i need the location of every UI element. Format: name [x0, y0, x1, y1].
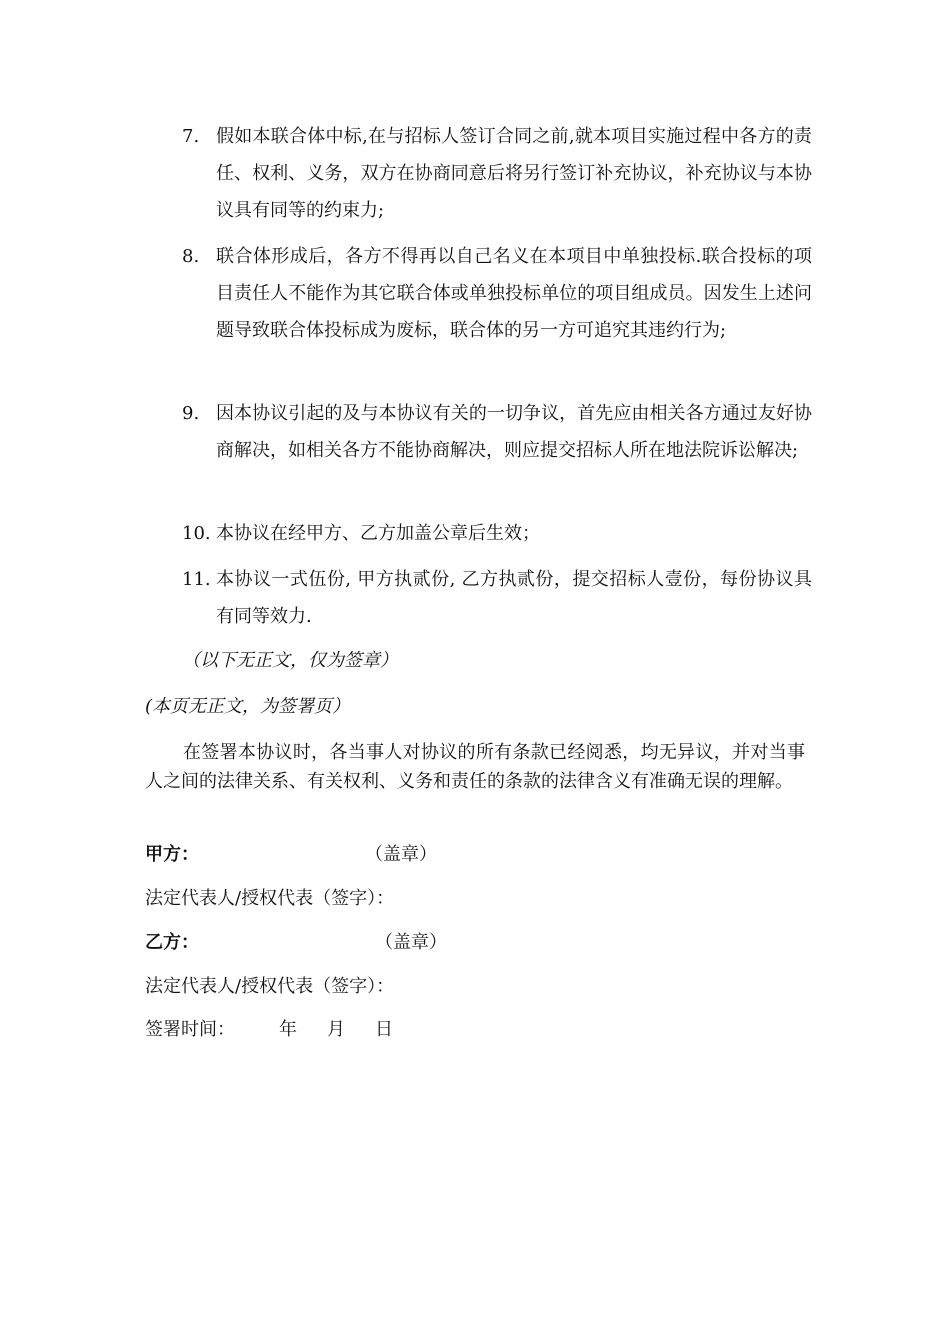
note-no-text: （以下无正文，仅为签章）	[182, 650, 398, 671]
clause-11	[182, 561, 812, 635]
clause-7	[182, 118, 812, 229]
clause-number: 7.	[182, 126, 200, 147]
clause-number: 11.	[182, 569, 211, 590]
sign-date-day: 日	[375, 1019, 393, 1040]
clause-number: 9.	[182, 403, 200, 424]
sign-date-label: 签署时间：	[145, 1019, 235, 1040]
note-signature-page: (本页无正文，为签署页）	[145, 696, 351, 717]
clause-text: 本协议一式伍份, 甲方执贰份, 乙方执贰份，提交招标人壹份，每份协议具有同等效力.	[216, 569, 812, 627]
clause-9	[182, 395, 812, 469]
party-a-label: 甲方：	[145, 844, 199, 865]
sign-date-year: 年	[279, 1019, 297, 1040]
clause-10	[182, 515, 812, 552]
sign-date-month: 月	[327, 1019, 345, 1040]
clause-text: 本协议在经甲方、乙方加盖公章后生效；	[216, 523, 540, 544]
party-a-rep: 法定代表人/授权代表（签字）：	[145, 888, 395, 909]
clause-text: 因本协议引起的及与本协议有关的一切争议，首先应由相关各方通过友好协商解决，如相关各方不能协商解决，则应提交招标人所在地法院诉讼解决;	[216, 403, 812, 461]
clause-8	[182, 238, 812, 349]
party-b-label: 乙方：	[145, 932, 199, 953]
party-b-rep: 法定代表人/授权代表（签字）：	[145, 976, 395, 997]
clause-text: 假如本联合体中标,在与招标人签订合同之前,就本项目实施过程中各方的责任、权利、义务，双方在协商同意后将另行签订补充协议，补充协议与本协议具有同等的约束力;	[216, 126, 812, 221]
signing-statement: 在签署本协议时，各当事人对协议的所有条款已经阅悉，均无异议，并对当事人之间的法律关系、有关权利、义务和责任的条款的法律含义有准确无误的理解。	[145, 742, 805, 792]
clause-text: 联合体形成后，各方不得再以自己名义在本项目中单独投标.联合投标的项目责任人不能作为其它联合体或单独投标单位的项目组成员。因发生上述问题导致联合体投标成为废标，联合体的另一方可追究其违约行为;	[216, 246, 812, 341]
party-a-seal: （盖章）	[365, 844, 437, 865]
clause-number: 8.	[182, 246, 200, 267]
clause-number: 10.	[182, 523, 211, 544]
party-b-seal: （盖章）	[375, 932, 447, 953]
